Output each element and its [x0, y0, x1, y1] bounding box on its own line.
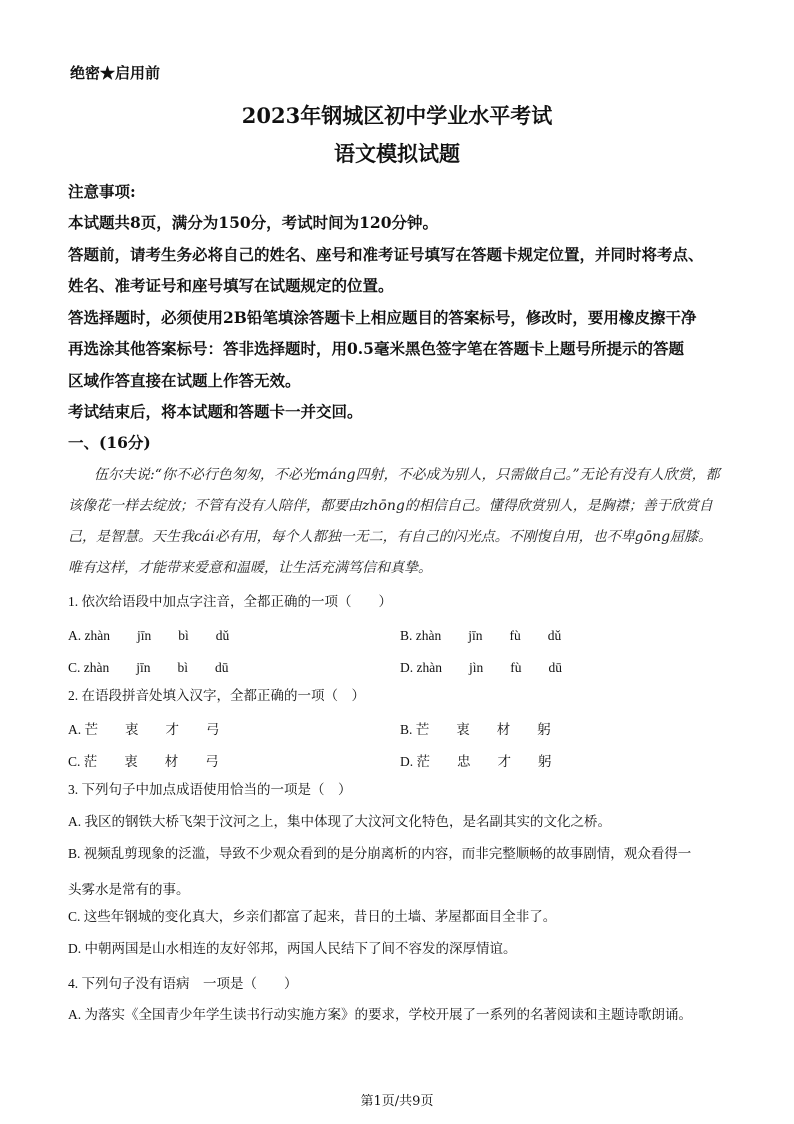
- notice-line: 姓名、准考证号和座号填写在试题规定的位置。: [68, 276, 394, 295]
- q3-option-b-cont: 头雾水是常有的事。: [68, 882, 190, 897]
- page-footer: 第1页/共9页: [360, 1094, 434, 1109]
- q3-option-c: C. 这些年钢城的变化真大，乡亲们都富了起来，昔日的土墙、茅屋都面目全非了。: [68, 909, 557, 924]
- passage-line: 己，是智慧。天生我cái必有用，每个人都独一无二，有自己的闪光点。不刚愎自用，也不卑gōng屈膝。: [68, 529, 713, 545]
- q1-option-c: C. zhàn jīn bì dū: [68, 660, 229, 675]
- notice-line: 区域作答直接在试题上作答无效。: [68, 371, 301, 390]
- notice-line: 答题前，请考生务必将自己的姓名、座号和准考证号填写在答题卡规定位置，并同时将考点、: [68, 245, 704, 264]
- question-3-stem: 3. 下列句子中加点成语使用恰当的一项是（ ）: [68, 782, 352, 797]
- q4-option-a: A. 为落实《全国青少年学生读书行动实施方案》的要求，学校开展了一系列的名著阅读和主题诗歌朗诵。: [68, 1007, 692, 1022]
- notice-line: 再选涂其他答案标号：答非选择题时，用0.5毫米黑色签字笔在答题卡上题号所提示的答题: [68, 339, 684, 358]
- notice-line: 本试题共8页，满分为150分，考试时间为120分钟。: [68, 213, 438, 232]
- q1-option-d: D. zhàn jìn fù dū: [400, 660, 562, 675]
- question-1-stem: 1. 依次给语段中加点字注音，全都正确的一项（ ）: [68, 594, 392, 609]
- passage-line: 唯有这样，才能带来爱意和温暖，让生活充满笃信和真挚。: [68, 560, 432, 576]
- q1-option-b: B. zhàn jīn fù dǔ: [400, 628, 562, 643]
- notice-heading: 注意事项:: [68, 182, 136, 201]
- q2-option-d: D. 茫 忠 才 躬: [400, 754, 552, 769]
- q2-option-a: A. 芒 衷 才 弓: [68, 722, 220, 737]
- exam-subtitle: 语文模拟试题: [334, 141, 460, 166]
- q2-option-b: B. 芒 衷 材 躬: [400, 722, 551, 737]
- notice-line: 考试结束后，将本试题和答题卡一并交回。: [68, 402, 363, 421]
- section-heading: 一、(16分): [68, 433, 151, 452]
- passage-line: 伍尔夫说:“你不必行色匆匆，不必光máng四射，不必成为别人，只需做自己。”无论有没有人欣赏，都: [94, 467, 720, 483]
- question-2-stem: 2. 在语段拼音处填入汉字，全都正确的一项（ ）: [68, 688, 365, 703]
- q3-option-a: A. 我区的钢铁大桥飞架于汶河之上，集中体现了大汶河文化特色，是名副其实的文化之桥。: [68, 814, 611, 829]
- q2-option-c: C. 茫 衷 材 弓: [68, 754, 219, 769]
- notice-line: 答选择题时，必须使用2B铅笔填涂答题卡上相应题目的答案标号，修改时，要用橡皮擦干净: [68, 308, 697, 327]
- passage-line: 该像花一样去绽放；不管有没有人陪伴，都要由zhōng的相信自己。懂得欣赏别人，是胸襟；善于欣赏自: [68, 498, 713, 514]
- q3-option-d: D. 中朝两国是山水相连的友好邻邦，两国人民结下了间不容发的深厚情谊。: [68, 941, 517, 956]
- q3-option-b: B. 视频乱剪现象的泛滥，导致不少观众看到的是分崩离析的内容，而非完整顺畅的故事剧情，观众看得一: [68, 846, 692, 861]
- q1-option-a: A. zhàn jīn bì dǔ: [68, 628, 230, 643]
- question-4-stem: 4. 下列句子没有语病 一项是（ ）: [68, 976, 298, 991]
- secret-label: 绝密★启用前: [70, 64, 161, 82]
- exam-title: 2023年钢城区初中学业水平考试: [241, 103, 553, 128]
